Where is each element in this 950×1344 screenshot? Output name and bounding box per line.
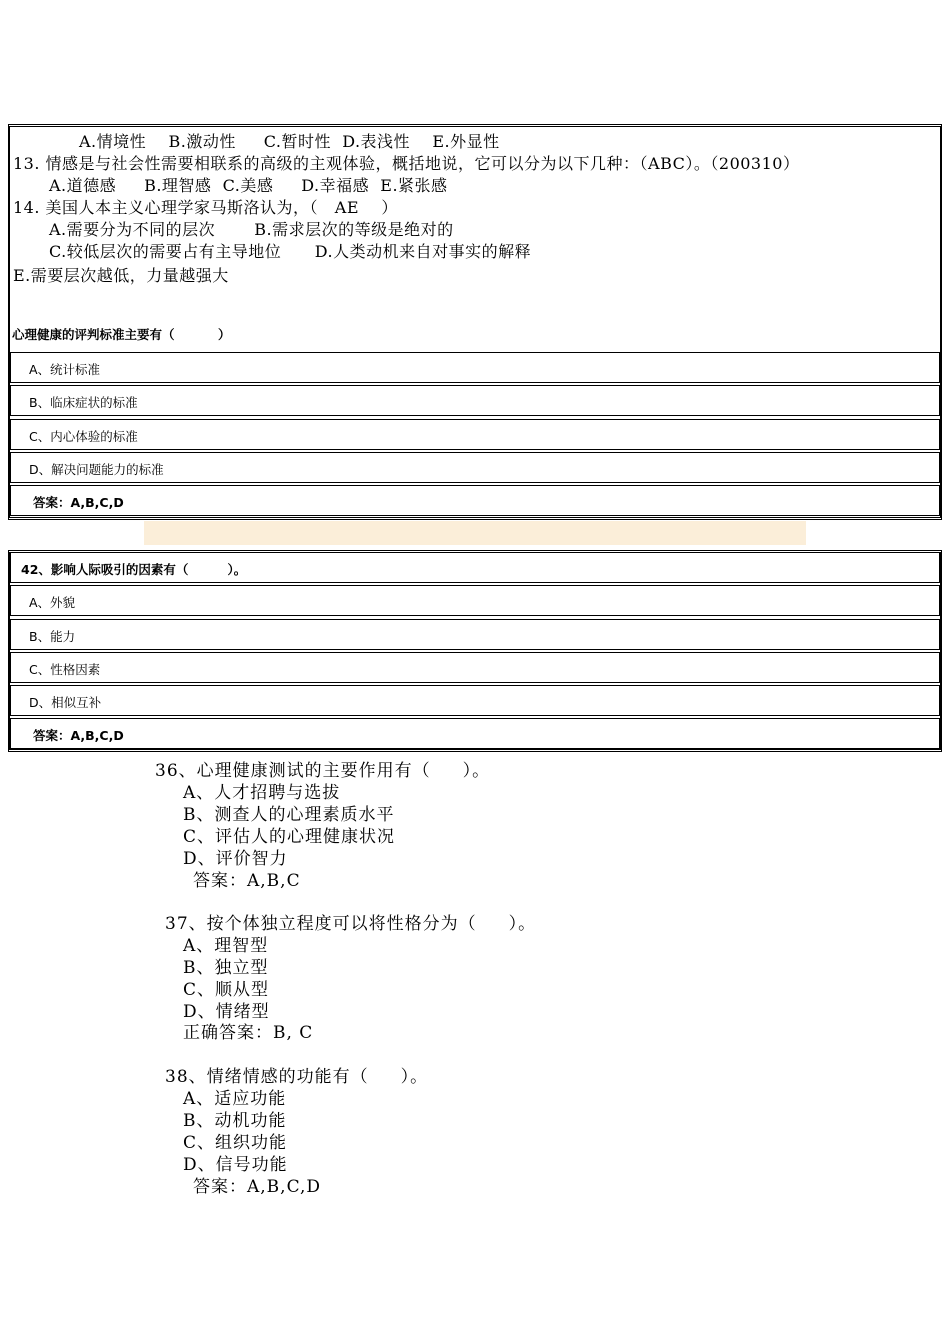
option-text: C、组织功能: [183, 1133, 288, 1153]
option-text: B、动机功能: [183, 1111, 287, 1131]
option-row: [10, 352, 940, 383]
option-text: A、适应功能: [183, 1089, 287, 1109]
option-text: D、信号功能: [183, 1155, 288, 1175]
answer-row: [10, 718, 940, 749]
option-text: D、相似互补: [29, 695, 102, 710]
option-text: D、解决问题能力的标准: [29, 462, 164, 477]
question-mental-health-criteria: 心理健康的评判标准主要有（ ）: [12, 327, 231, 342]
options-line-q14-a: A.需要分为不同的层次 B.需求层次的等级是绝对的: [49, 220, 454, 239]
options-line-q13: A.道德感 B.理智感 C.美感 D.幸福感 E.紧张感: [49, 176, 448, 195]
option-text: C、性格因素: [29, 662, 101, 677]
question-13: 13. 情感是与社会性需要相联系的高级的主观体验，概括地说，它可以分为以下几种：（ABC）。（200310）: [13, 154, 800, 173]
option-row: [10, 419, 940, 450]
option-text: A、统计标准: [29, 362, 101, 377]
option-text: B、能力: [29, 629, 76, 644]
answer-row: [10, 485, 940, 516]
answer-text: 正确答案：B, C: [183, 1023, 314, 1043]
question-42: 42、影响人际吸引的因素有（ ）。: [21, 562, 247, 577]
option-row: [10, 685, 940, 716]
answer-text: 答案：A,B,C,D: [33, 495, 124, 510]
option-text: C、顺从型: [183, 980, 270, 1000]
question-42-row: [10, 552, 940, 583]
option-text: B、临床症状的标准: [29, 395, 138, 410]
options-line-q14-b: C.较低层次的需要占有主导地位 D.人类动机来自对事实的解释: [49, 242, 532, 261]
question-14: 14. 美国人本主义心理学家马斯洛认为，（ AE ）: [13, 198, 398, 217]
question-37: 37、按个体独立程度可以将性格分为（ ）。: [165, 914, 537, 934]
option-row: [10, 619, 940, 650]
option-text: C、内心体验的标准: [29, 429, 138, 444]
option-text: A、理智型: [183, 936, 269, 956]
answer-text: 答案：A,B,C: [193, 871, 301, 891]
option-text: B、测查人的心理素质水平: [183, 805, 395, 825]
option-row: [10, 652, 940, 683]
question-36: 36、心理健康测试的主要作用有（ ）。: [155, 761, 491, 781]
answer-text: 答案：A,B,C,D: [33, 728, 124, 743]
option-text: D、情绪型: [183, 1002, 270, 1022]
option-row: [10, 385, 940, 416]
option-text: D、评价智力: [183, 849, 288, 869]
option-text: A、人才招聘与选拔: [183, 783, 341, 803]
option-row: [10, 452, 940, 483]
option-text: A、外貌: [29, 595, 76, 610]
options-line-q14-c: E.需要层次越低，力量越强大: [13, 266, 229, 285]
options-line-q12: A.情境性 B.激动性 C.暂时性 D.表浅性 E.外显性: [79, 132, 500, 151]
option-row: [10, 585, 940, 616]
option-text: C、评估人的心理健康状况: [183, 827, 396, 847]
separator-band: [144, 521, 806, 545]
answer-text: 答案：A,B,C,D: [193, 1177, 322, 1197]
option-text: B、独立型: [183, 958, 269, 978]
question-38: 38、情绪情感的功能有（ ）。: [165, 1067, 429, 1087]
